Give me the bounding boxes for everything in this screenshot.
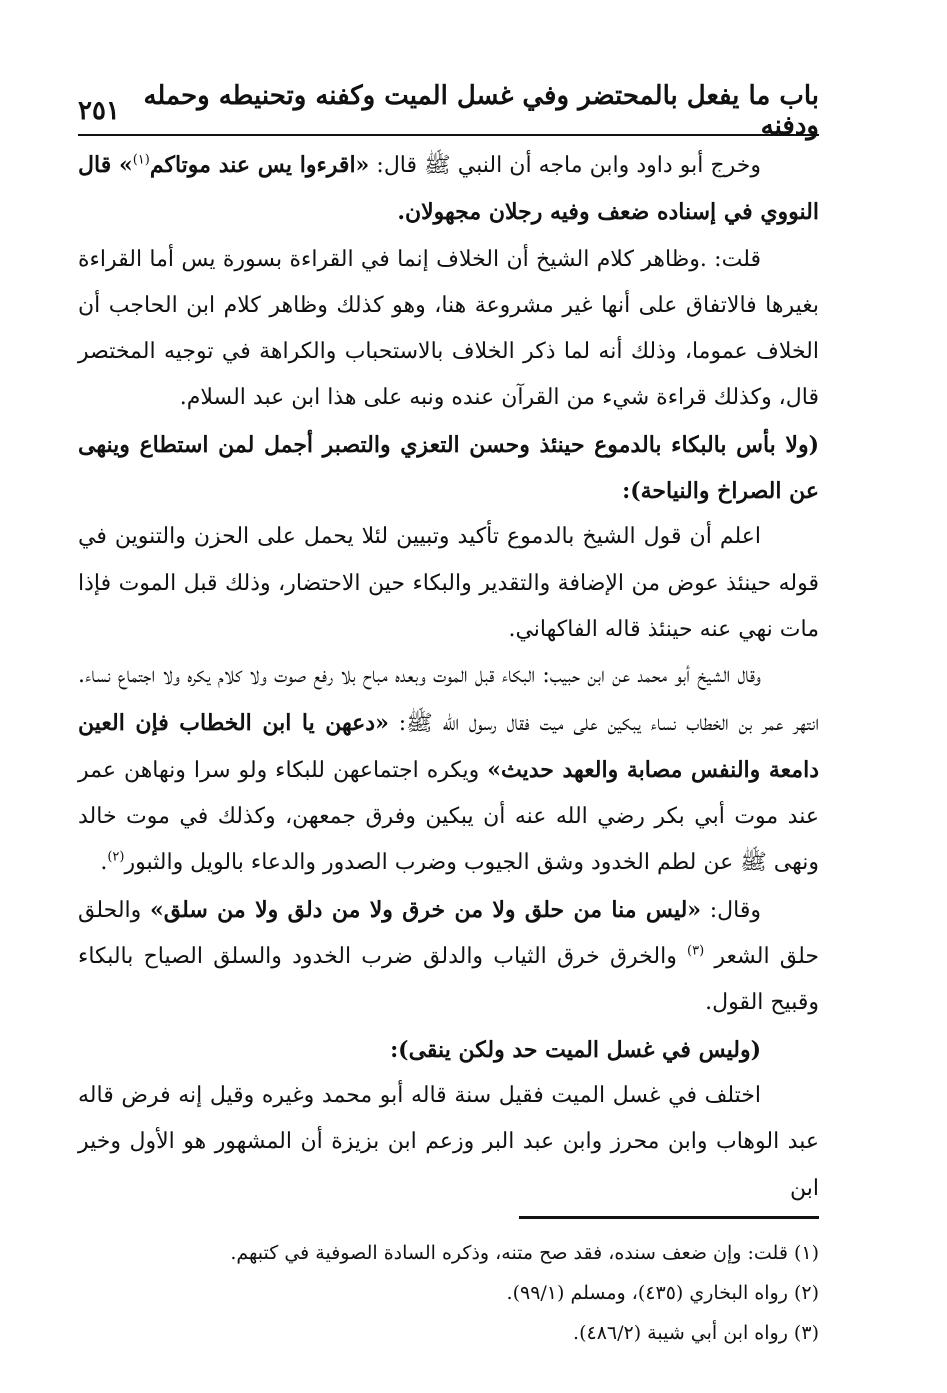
running-header: [78, 81, 819, 141]
paragraph-5: وقال: «ليس منا من حلق ولا من خرق ولا من دلق ولا من سلق» والحلق حلق الشعر $^{(٣)}$ والخرق خرق الثياب والدلق ضرب الخدود والسلق الصياح بالبكاء وقبيح القول.: [78, 896, 819, 1016]
page-number: ٢٥١: [78, 96, 120, 126]
matn-heading-1: (ولا بأس بالبكاء بالدموع حينئذ وحسن التعزي والتصبر أجمل لمن استطاع وينهى عن الصراخ والنياحة):: [78, 431, 819, 505]
main-text: [78, 142, 819, 1212]
footnote-ref-2[interactable]: (٢): [107, 850, 125, 866]
footnote-3: (٣) رواه ابن أبي شيبة (٤٨٦/٢).: [573, 1322, 819, 1344]
footnote-ref-1[interactable]: (١): [132, 152, 150, 168]
footnote-divider: [519, 1216, 819, 1219]
footnote-ref-3[interactable]: (٣): [687, 943, 705, 959]
footnote-2: (٢) رواه البخاري (٤٣٥)، ومسلم (٩٩/١).: [506, 1282, 819, 1304]
hadith-quote: «دعهن يا ابن الخطاب فإن العين دامعة والنفس مصابة والعهد حديث»: [78, 709, 819, 783]
matn-heading-2: (وليس في غسل الميت حد ولكن ينقى):: [390, 1036, 761, 1063]
footnotes: [78, 1233, 819, 1353]
paragraph-4: وقال الشيخ أبو محمد عن ابن حبيب: البكاء قبل الموت وبعده مباح بلا رفع صوت ولا كلام يكره ولا اجتماع نساء. انتهر عمر بن الخطاب نساء يبكين على ميت فقال رسول الله ﷺ: «دعهن يا ابن الخطاب فإن العين دامعة والنفس مصابة والعهد حديث» ويكره اجتماعهن للبكاء ولو سرا ونهاهن عمر عند موت أبي بكر رضي الله عنه أن يبكين وفرق جمعهن، وكذلك في موت خالد ونهى ﷺ عن لطم الخدود وشق الجيوب وضرب الصدور والدعاء بالويل والثبور$^{(٢)}$.: [78, 663, 819, 876]
hadith-quote: «ليس منا من حلق ولا من خرق ولا من دلق ولا من سلق»: [149, 896, 702, 923]
paragraph-6: اختلف في غسل الميت فقيل سنة قاله أبو محمد وغيره وقيل إنه فرض قاله عبد الوهاب وابن محرز وابن عبد البر وزعم ابن بزيزة أن المشهور هو الأول وخير ابن: [78, 1082, 819, 1201]
paragraph-1: وخرج أبو داود وابن ماجه أن النبي ﷺ قال: «اقرءوا يس عند موتاكم$^{(١)}$» قال النووي في إسناده ضعف وفيه رجلان مجهولان.: [78, 152, 819, 226]
chapter-title: باب ما يفعل بالمحتضر وفي غسل الميت وكفنه وتحنيطه وحمله ودفنه: [143, 81, 819, 141]
footnote-1: (١) قلت: وإن ضعف سنده، فقد صح متنه، وذكره السادة الصوفية في كتبهم.: [230, 1242, 819, 1264]
paragraph-3: اعلم أن قول الشيخ بالدموع تأكيد وتبيين لئلا يحمل على الحزن والتنوين في قوله حينئذ عوض من الإضافة والتقدير والبكاء حين الاحتضار، وذلك قبل الموت فإذا مات نهي عنه حينئذ قاله الفاكهاني.: [78, 524, 819, 642]
hadith-quote: «اقرءوا يس عند موتاكم: [149, 152, 370, 178]
paragraph-2: قلت: .وظاهر كلام الشيخ أن الخلاف إنما في القراءة بسورة يس أما القراءة بغيرها فالاتفاق على أنها غير مشروعة هنا، وهو كذلك وظاهر كلام ابن الحاجب أن الخلاف عموما، وذلك أنه لما ذكر الخلاف بالاستحباب والكراهة في توجيه المختصر قال، وكذلك قراءة شيء من القرآن عنده ونبه على هذا ابن عبد السلام.: [78, 246, 819, 411]
